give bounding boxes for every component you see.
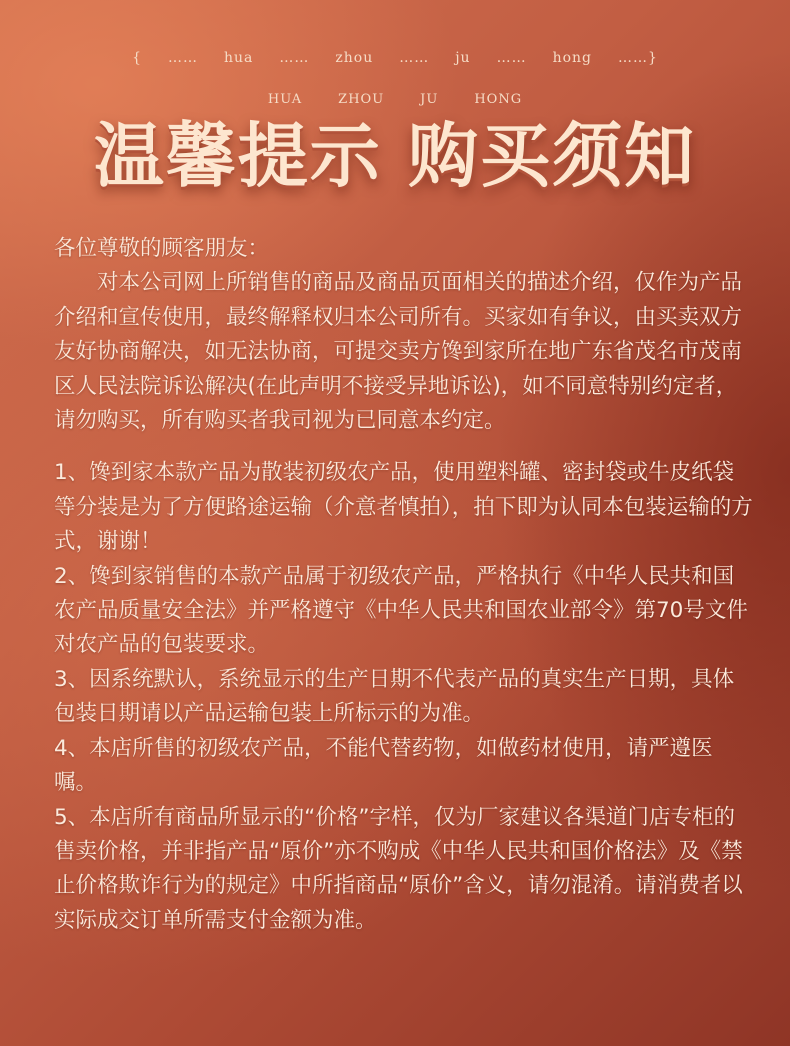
- brand-subtitle: [0, 92, 790, 107]
- deco-token: zhou: [335, 50, 374, 66]
- page-title: 温馨提示 购买须知: [93, 114, 697, 197]
- greeting-text: 各位尊敬的顾客朋友：: [54, 236, 270, 261]
- subtitle-token: ZHOU: [338, 92, 385, 107]
- notice-item: 1、馋到家本款产品为散装初级农产品，使用塑料罐、密封袋或牛皮纸袋等分装是为了方便路途运输（介意者慎拍），拍下即为认同本包装运输的方式，谢谢！: [54, 460, 753, 555]
- deco-token: ……: [399, 50, 430, 66]
- deco-token: ju: [455, 50, 471, 66]
- notice-items: [54, 456, 754, 938]
- intro-paragraph: 对本公司网上所销售的商品及商品页面相关的描述介绍，仅作为产品介绍和宣传使用，最终解释权归本公司所有。买家如有争议，由买卖双方友好协商解决，如无法协商，可提交卖方馋到家所在地广东省茂名市茂南区人民法院诉讼解决(在此声明不接受异地诉讼)，如不同意特别约定者，请勿购买，所有购买者我司视为已同意本约定。: [54, 270, 743, 434]
- notice-item: 3、因系统默认，系统显示的生产日期不代表产品的真实生产日期，具体包装日期请以产品运输包装上所标示的为准。: [54, 666, 735, 727]
- deco-token: ……: [167, 50, 198, 66]
- deco-token: {: [132, 50, 142, 66]
- notice-item: 5、本店所有商品所显示的“价格”字样，仅为厂家建议各渠道门店专柜的售卖价格，并非指产品“原价”亦不购成《中华人民共和国价格法》及《禁止价格欺诈行为的规定》中所指商品“原价”含义，请勿混淆。请消费者以实际成交订单所需支付金额为准。: [54, 804, 743, 933]
- deco-token: hua: [223, 50, 254, 66]
- deco-token: ……}: [618, 50, 658, 66]
- subtitle-token: JU: [420, 92, 439, 107]
- subtitle-token: HUA: [267, 92, 303, 107]
- deco-token: hong: [552, 50, 593, 66]
- notice-item: 2、馋到家销售的本款产品属于初级农产品，严格执行《中华人民共和国农产品质量安全法》并严格遵守《中华人民共和国农业部令》第70号文件对农产品的包装要求。: [54, 563, 748, 658]
- deco-token: ……: [496, 50, 527, 66]
- notice-content: [54, 232, 754, 938]
- decorative-pinyin-line: [0, 50, 790, 66]
- deco-token: ……: [279, 50, 310, 66]
- notice-item: 4、本店所售的初级农产品，不能代替药物，如做药材使用，请严遵医嘱。: [54, 735, 713, 796]
- subtitle-token: HONG: [474, 92, 523, 107]
